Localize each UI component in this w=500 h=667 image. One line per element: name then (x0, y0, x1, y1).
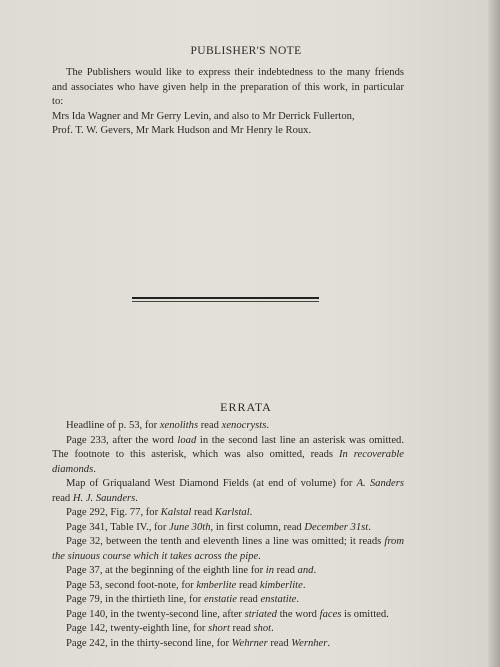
publisher-note-names-1: Mrs Ida Wagner and Mr Gerry Levin, and also to Mr Derrick Fullerton, (52, 110, 355, 122)
errata-entry: Page 32, between the tenth and eleventh lines a line was omitted; it reads from the sinuous course which it takes across the pipe. (52, 536, 404, 562)
publisher-note-names-2: Prof. T. W. Gevers, Mr Mark Hudson and Mr Henry le Roux. (52, 125, 312, 136)
page-edge-shadow (488, 0, 500, 667)
publisher-note-body (52, 66, 404, 139)
errata-entry: Page 140, in the twenty-second line, after striated the word faces is omitted. (66, 608, 389, 620)
section-divider (132, 297, 319, 302)
errata-entry: Page 242, in the thirty-second line, for Wehrner read Wernher. (66, 637, 331, 649)
errata-heading: ERRATA (220, 400, 272, 414)
errata-entry: Headline of p. 53, for xenoliths read xenocrysts. (66, 420, 269, 431)
divider-rule-thin (132, 301, 319, 302)
errata-entry: Map of Griqualand West Diamond Fields (at end of volume) for A. Sanders read H. J. Saunders. (52, 478, 404, 504)
errata-entry: Page 142, twenty-eighth line, for short read shot. (66, 623, 274, 634)
errata-entry: Page 233, after the word load in the second last line an asterisk was omitted. The footnote to this asterisk, which was also omitted, reads In recoverable diamonds. (52, 434, 405, 475)
errata-entry: Page 53, second foot-note, for kmberlite read kimberlite. (66, 579, 306, 591)
errata-entry: Page 341, Table IV., for June 30th, in first column, read December 31st. (66, 521, 371, 533)
errata-entry: Page 79, in the thirtieth line, for enstatie read enstatite. (66, 594, 300, 605)
errata-entry: Page 292, Fig. 77, for Kalstal read Karlstal. (66, 507, 253, 518)
errata-list (52, 419, 404, 651)
publisher-note-intro: The Publishers would like to express their indebtedness to the many friends and associates who have given help in the preparation of this work, in particular to: (52, 67, 404, 107)
divider-rule-thick (132, 297, 319, 299)
publisher-note-heading: PUBLISHER'S NOTE (190, 45, 302, 57)
errata-entry: Page 37, at the beginning of the eighth line for in read and. (66, 565, 317, 576)
